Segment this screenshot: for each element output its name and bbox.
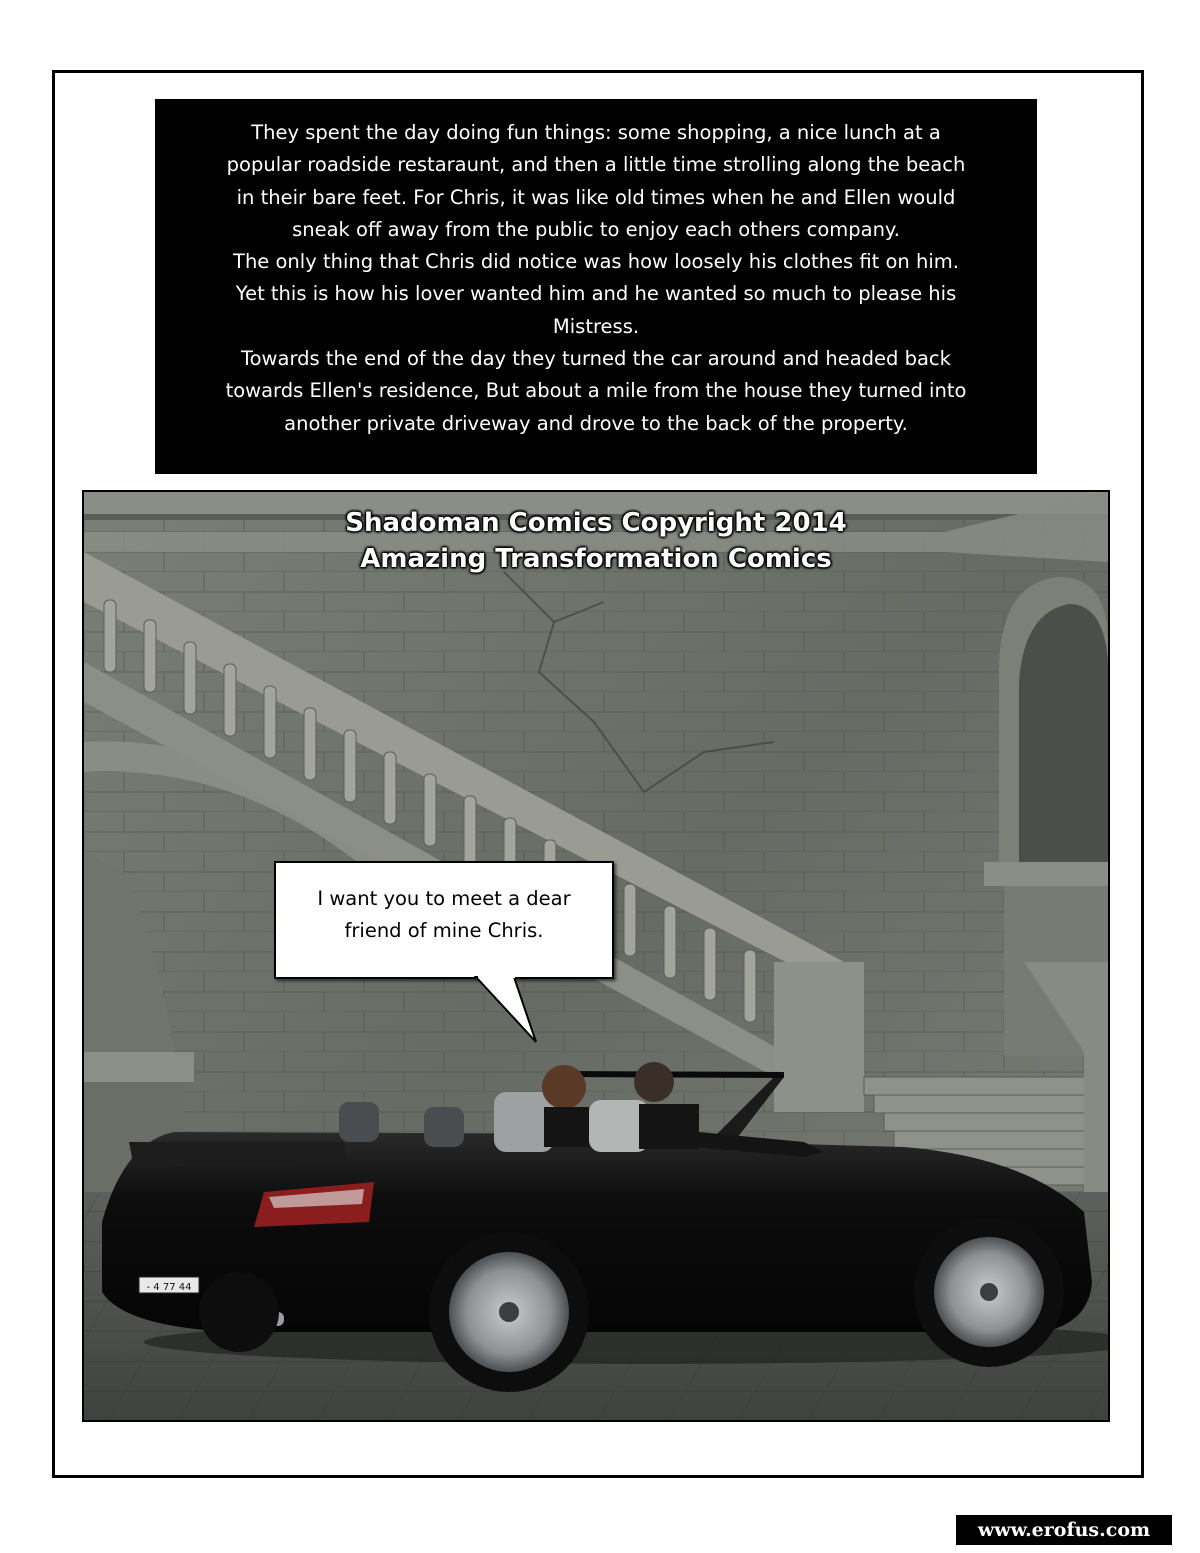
narration-line: They spent the day doing fun things: some shopping, a nice lunch at a <box>251 121 941 144</box>
series-credit: Amazing Transformation Comics <box>360 544 832 574</box>
narration-line: Yet this is how his lover wanted him and he wanted so much to please his <box>235 282 957 306</box>
rear-seat <box>424 1107 464 1147</box>
driver-man <box>634 1062 674 1102</box>
narration-line: in their bare feet. For Chris, it was like old times when he and Ellen would <box>236 185 956 209</box>
watermark: www.erofus.com <box>956 1515 1172 1545</box>
license-plate-text: - 4 77 44 <box>146 1282 192 1293</box>
narration-line: another private driveway and drove to the back of the property. <box>284 411 908 435</box>
narration-line: sneak off away from the public to enjoy each others company. <box>292 217 900 241</box>
copyright-credit: Shadoman Comics Copyright 2014 <box>345 508 847 538</box>
narration-line: popular roadside restaraunt, and then a little time strolling along the beach <box>226 153 966 177</box>
speech-line: I want you to meet a dear <box>317 887 571 910</box>
rear-seat <box>339 1102 379 1142</box>
narration-line: Mistress. <box>552 314 640 338</box>
narration-line: The only thing that Chris did notice was how loosely his clothes fit on him. <box>233 250 959 274</box>
narration-line: towards Ellen's residence, But about a mile from the house they turned into <box>225 379 967 403</box>
speech-line: friend of mine Chris. <box>344 919 544 942</box>
comic-panel <box>82 490 1110 1422</box>
narration-box <box>155 99 1037 474</box>
far-wheel <box>199 1272 279 1352</box>
speech-bubble <box>274 861 614 979</box>
narration-line: Towards the end of the day they turned the car around and headed back <box>241 347 951 371</box>
newel-post <box>774 962 864 1112</box>
passenger-woman <box>542 1065 586 1109</box>
